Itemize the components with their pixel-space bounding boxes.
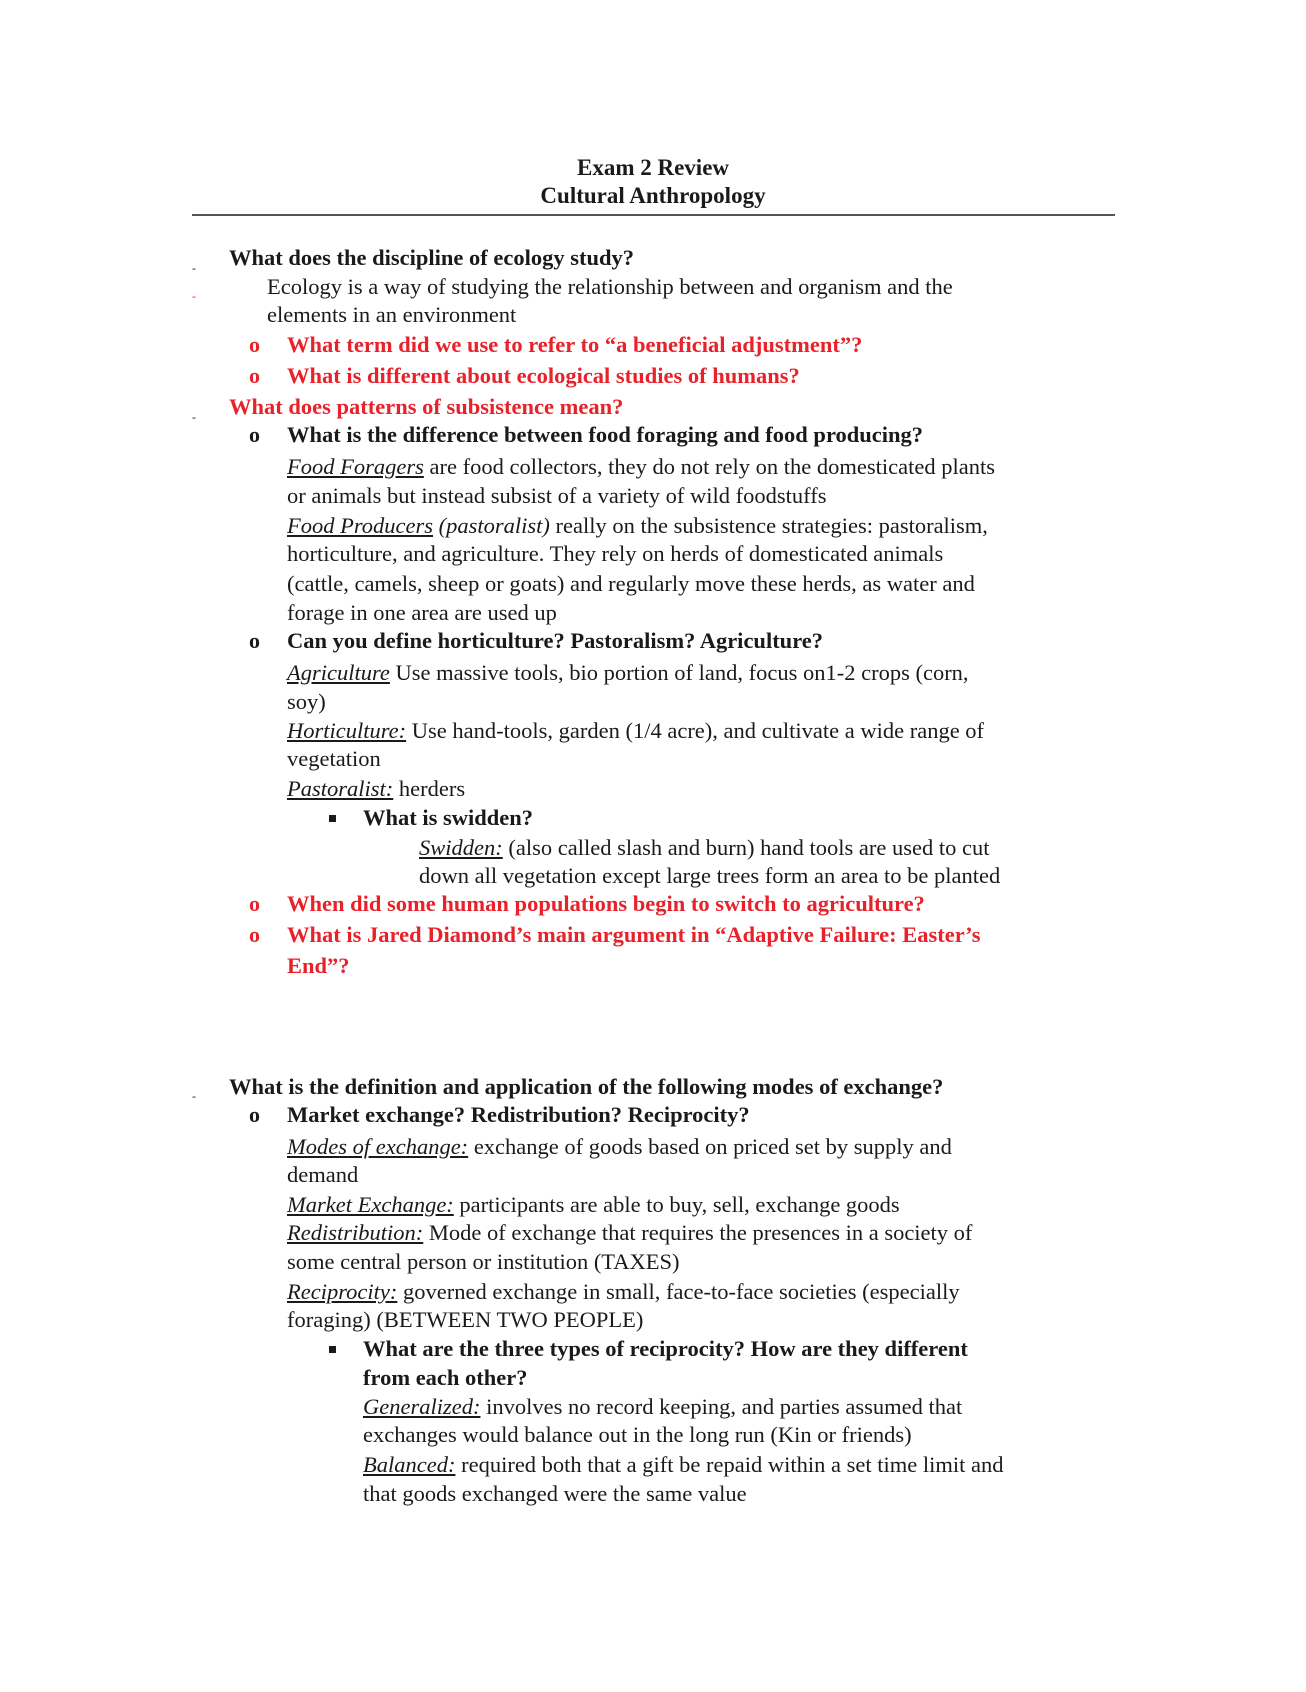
answer-line — [287, 1219, 972, 1247]
term-redistribution: Redistribution: — [287, 1220, 424, 1245]
question-ecology: What does the discipline of ecology study? — [229, 245, 635, 270]
answer-text: are food collectors, they do not rely on the domesticated plants — [423, 454, 995, 479]
answer-text: (pastoralist) — [433, 513, 550, 538]
answer-line: horticulture, and agriculture. They rely on herds of domesticated animals — [287, 541, 944, 566]
answer-text: Use massive tools, bio portion of land, focus on1-2 crops (corn, — [389, 660, 969, 685]
answer-line: some central person or institution (TAXES) — [287, 1249, 680, 1274]
answer-line: vegetation — [287, 746, 381, 771]
question-reciprocity-types: What are the three types of reciprocity? How are they different — [363, 1336, 968, 1361]
answer-text: (also called slash and burn) hand tools are used to cut — [502, 835, 990, 860]
question-modes-of-exchange: What is the definition and application of the following modes of exchange? — [229, 1074, 944, 1099]
answer-line: forage in one area are used up — [287, 600, 557, 625]
answer-text: Use hand-tools, garden (1/4 acre), and cultivate a wide range of — [406, 718, 985, 743]
bullet-square — [329, 815, 336, 822]
answer-text: involves no record keeping, and parties assumed that — [480, 1394, 963, 1419]
answer-text: required both that a gift be repaid within a set time limit and — [455, 1452, 1004, 1477]
answer-text: exchange of goods based on priced set by supply and — [468, 1134, 952, 1159]
answer-line — [287, 1191, 900, 1219]
answer-text: Mode of exchange that requires the presences in a society of — [423, 1220, 973, 1245]
answer-line — [287, 1278, 960, 1306]
answer-line — [287, 775, 465, 803]
answer-line — [419, 834, 990, 862]
answer-line — [287, 512, 988, 540]
term-market-exchange: Market Exchange: — [287, 1192, 454, 1217]
answer-line — [363, 1451, 1003, 1479]
question-human-ecology: What is different about ecological studies of humans? — [287, 363, 800, 388]
answer-line: soy) — [287, 689, 326, 714]
question-jared-diamond-cont: End”? — [287, 953, 350, 978]
term-balanced: Balanced: — [363, 1452, 456, 1477]
bullet-square — [329, 1346, 336, 1353]
doc-subtitle: Cultural Anthropology — [540, 183, 766, 208]
question-exchange-types: Market exchange? Redistribution? Reciprocity? — [287, 1102, 750, 1127]
answer-text: governed exchange in small, face-to-face societies (especially — [397, 1279, 960, 1304]
question-beneficial-adjustment: What term did we use to refer to “a beneficial adjustment”? — [287, 332, 863, 357]
bullet-circle: o — [249, 628, 260, 653]
term-food-producers: Food Producers — [287, 513, 434, 538]
term-pastoralist: Pastoralist: — [287, 776, 394, 801]
answer-line — [287, 453, 995, 481]
bullet-circle: o — [249, 422, 260, 447]
answer-text: herders — [393, 776, 466, 801]
term-swidden: Swidden: — [419, 835, 503, 860]
bullet-dash: - — [192, 1089, 196, 1103]
bullet-circle: o — [249, 891, 260, 916]
question-reciprocity-types-cont: from each other? — [363, 1365, 528, 1390]
question-swidden: What is swidden? — [363, 805, 534, 830]
answer-line — [287, 659, 969, 687]
bullet-circle: o — [249, 1102, 260, 1127]
question-jared-diamond: What is Jared Diamond’s main argument in “Adaptive Failure: Easter’s — [287, 922, 981, 947]
answer-line: elements in an environment — [267, 302, 517, 327]
answer-text: participants are able to buy, sell, exchange goods — [453, 1192, 900, 1217]
bullet-dash: - — [192, 261, 196, 275]
bullet-circle: o — [249, 332, 260, 357]
term-food-foragers: Food Foragers — [287, 454, 424, 479]
answer-line: foraging) (BETWEEN TWO PEOPLE) — [287, 1307, 644, 1332]
answer-line: Ecology is a way of studying the relationship between and organism and the — [267, 274, 953, 299]
question-define-terms: Can you define horticulture? Pastoralism? Agriculture? — [287, 628, 824, 653]
term-reciprocity: Reciprocity: — [287, 1279, 398, 1304]
answer-line: demand — [287, 1162, 359, 1187]
answer-line — [363, 1393, 962, 1421]
doc-title: Exam 2 Review — [576, 155, 730, 180]
answer-line: or animals but instead subsist of a variety of wild foodstuffs — [287, 483, 827, 508]
answer-text: really on the subsistence strategies: pastoralism, — [549, 513, 988, 538]
question-subsistence: What does patterns of subsistence mean? — [229, 394, 624, 419]
bullet-circle: o — [249, 922, 260, 947]
term-agriculture: Agriculture — [287, 660, 390, 685]
question-switch-agriculture: When did some human populations begin to switch to agriculture? — [287, 891, 925, 916]
answer-line: exchanges would balance out in the long run (Kin or friends) — [363, 1422, 912, 1447]
bullet-dash: - — [192, 410, 196, 424]
term-generalized: Generalized: — [363, 1394, 481, 1419]
bullet-dash: - — [192, 289, 196, 303]
answer-line — [287, 1133, 952, 1161]
answer-line — [287, 717, 984, 745]
term-horticulture: Horticulture: — [287, 718, 407, 743]
answer-line: down all vegetation except large trees form an area to be planted — [419, 863, 1001, 888]
answer-line: that goods exchanged were the same value — [363, 1481, 747, 1506]
bullet-circle: o — [249, 363, 260, 388]
question-foraging-vs-producing: What is the difference between food foraging and food producing? — [287, 422, 924, 447]
term-modes-of-exchange: Modes of exchange: — [287, 1134, 469, 1159]
title-divider — [192, 214, 1115, 216]
answer-line: (cattle, camels, sheep or goats) and regularly move these herds, as water and — [287, 571, 975, 596]
